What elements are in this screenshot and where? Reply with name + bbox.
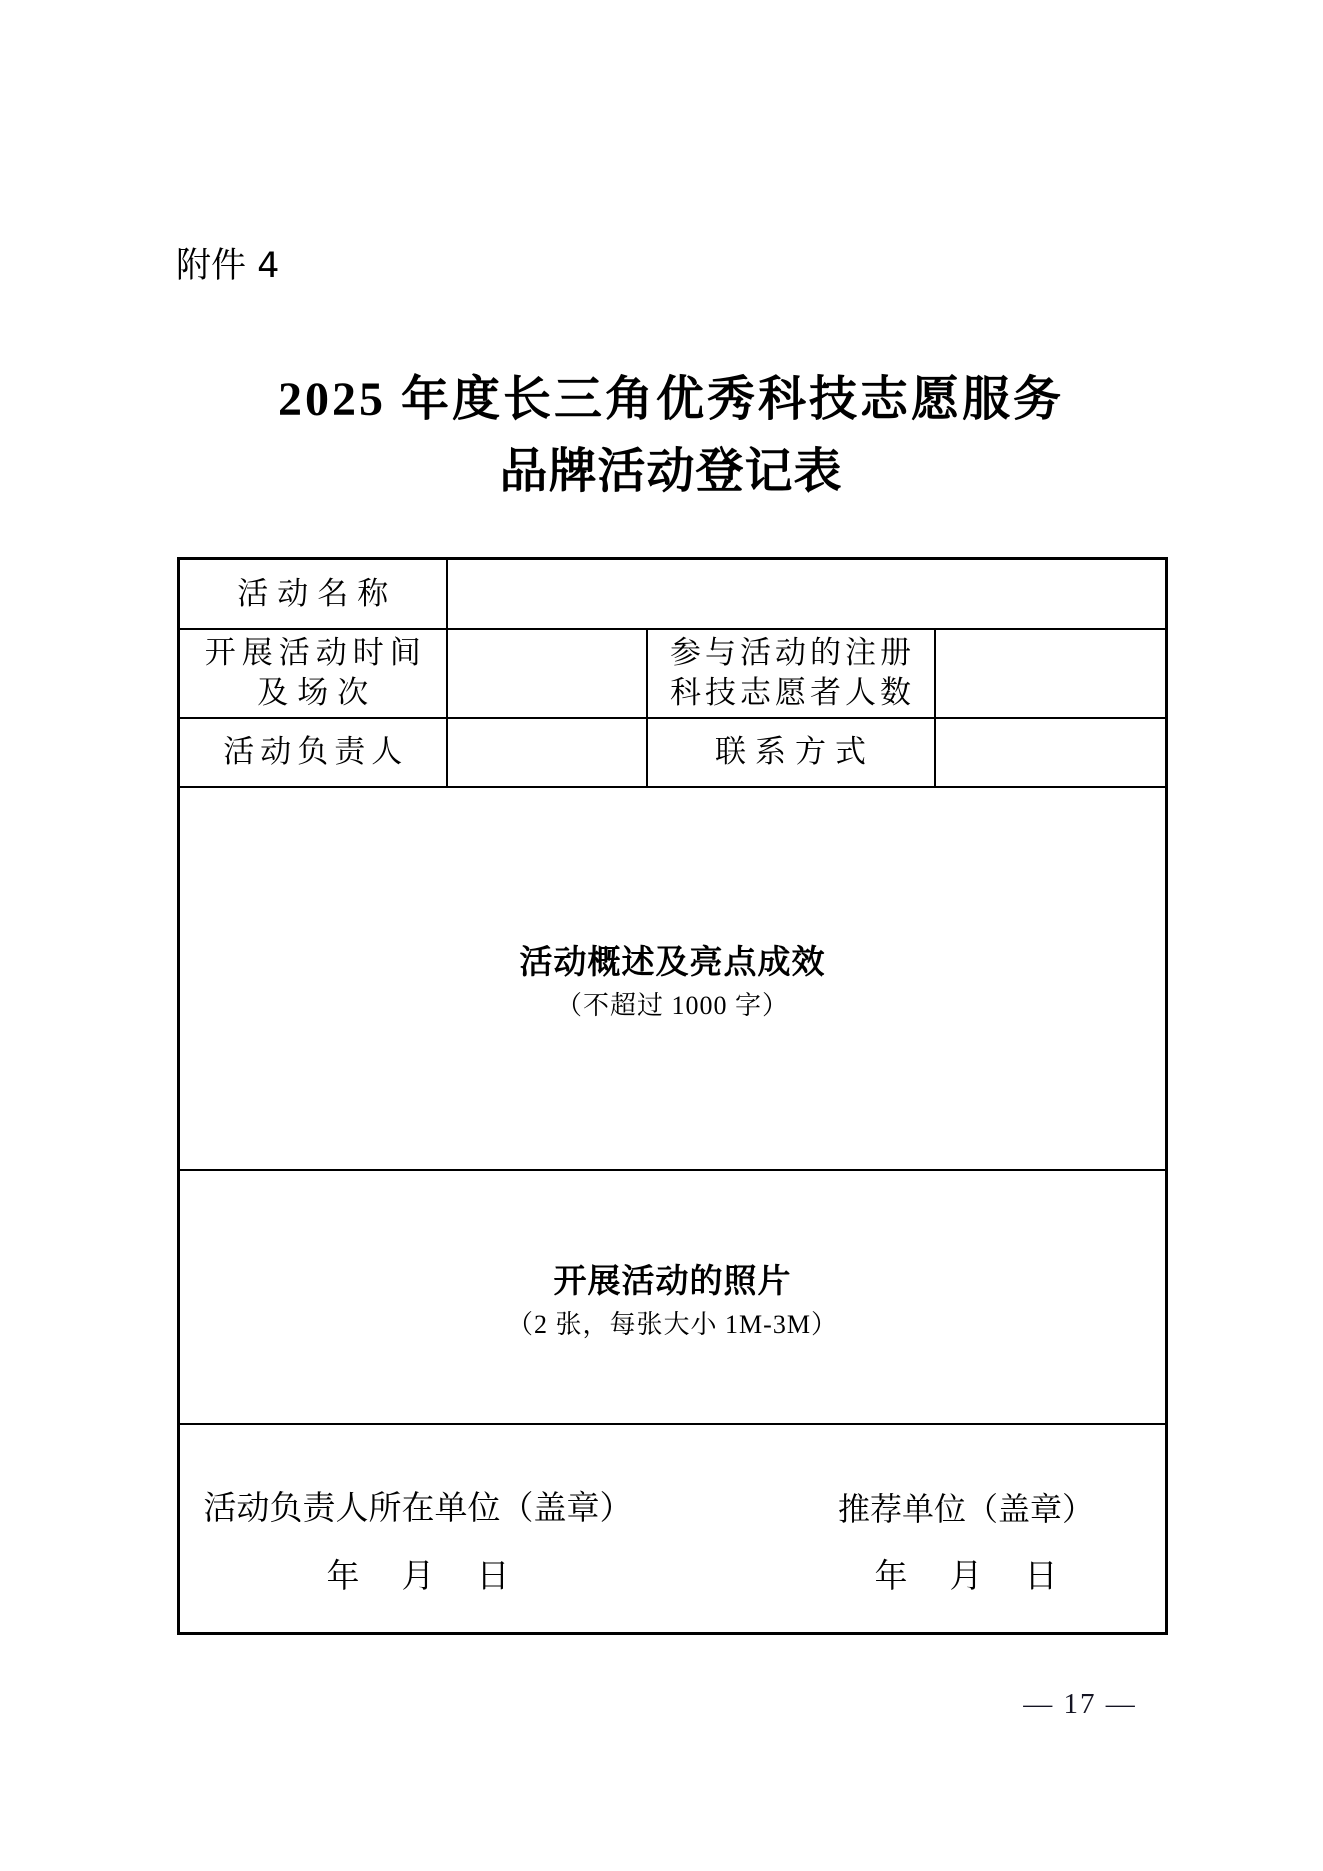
page-number: — 17 — (1023, 1688, 1137, 1720)
recommending-unit-signature-block (825, 1489, 1107, 1597)
activity-leader-value-cell (447, 718, 647, 787)
row-leader-contact (179, 718, 1167, 787)
host-unit-date-line (192, 1557, 644, 1597)
recommending-unit-date-line (825, 1557, 1107, 1597)
signature-section-cell (179, 1424, 1167, 1634)
volunteers-count-label-line-2: 科技志愿者人数 (670, 675, 915, 710)
row-activity-name (179, 559, 1167, 629)
recommending-unit-seal-label: 推荐单位（盖章） (837, 1490, 1094, 1527)
host-unit-seal-label: 活动负责人所在单位（盖章） (203, 1490, 633, 1527)
activity-leader-label-cell (179, 718, 447, 787)
photos-section-cell (179, 1170, 1167, 1424)
activity-time-label-line-2: 及场次 (257, 675, 378, 710)
contact-value-cell (935, 718, 1167, 787)
overview-section-note: （不超过 1000 字） (556, 991, 790, 1020)
attachment-label: 附件 4 (176, 246, 280, 286)
activity-name-label: 活动名称 (237, 575, 398, 611)
overview-section-cell (179, 787, 1167, 1170)
activity-leader-label: 活动负责人 (223, 734, 409, 769)
document-title-line-2: 品牌活动登记表 (499, 445, 843, 498)
document-title-line-1: 2025 年度长三角优秀科技志愿服务 (277, 373, 1064, 426)
row-photos (179, 1170, 1167, 1424)
contact-label-cell (647, 718, 935, 787)
activity-name-value-cell (447, 559, 1167, 629)
date-day-label: 日 (1024, 1558, 1058, 1595)
host-unit-signature-block (192, 1489, 644, 1597)
activity-time-value-cell (447, 629, 647, 718)
activity-name-label-cell (179, 559, 447, 629)
document-title (177, 372, 1165, 500)
volunteers-count-label-cell (647, 629, 935, 718)
date-year-label: 年 (874, 1558, 908, 1595)
photos-section-note: （2 张，每张大小 1M-3M） (507, 1309, 838, 1339)
date-month-label: 月 (401, 1558, 435, 1595)
row-signatures (179, 1424, 1167, 1634)
activity-time-label-line-1: 开展活动时间 (204, 635, 427, 670)
overview-section-title: 活动概述及亮点成效 (519, 942, 826, 981)
activity-time-label-cell (179, 629, 447, 718)
contact-label: 联系方式 (715, 734, 875, 769)
date-year-label: 年 (326, 1558, 360, 1595)
volunteers-count-value-cell (935, 629, 1167, 718)
volunteers-count-label-line-1: 参与活动的注册 (670, 635, 915, 670)
row-activity-time (179, 629, 1167, 718)
date-month-label: 月 (949, 1558, 983, 1595)
date-day-label: 日 (476, 1558, 510, 1595)
row-overview (179, 787, 1167, 1170)
photos-section-title: 开展活动的照片 (553, 1260, 792, 1300)
registration-form-table (177, 557, 1168, 1635)
